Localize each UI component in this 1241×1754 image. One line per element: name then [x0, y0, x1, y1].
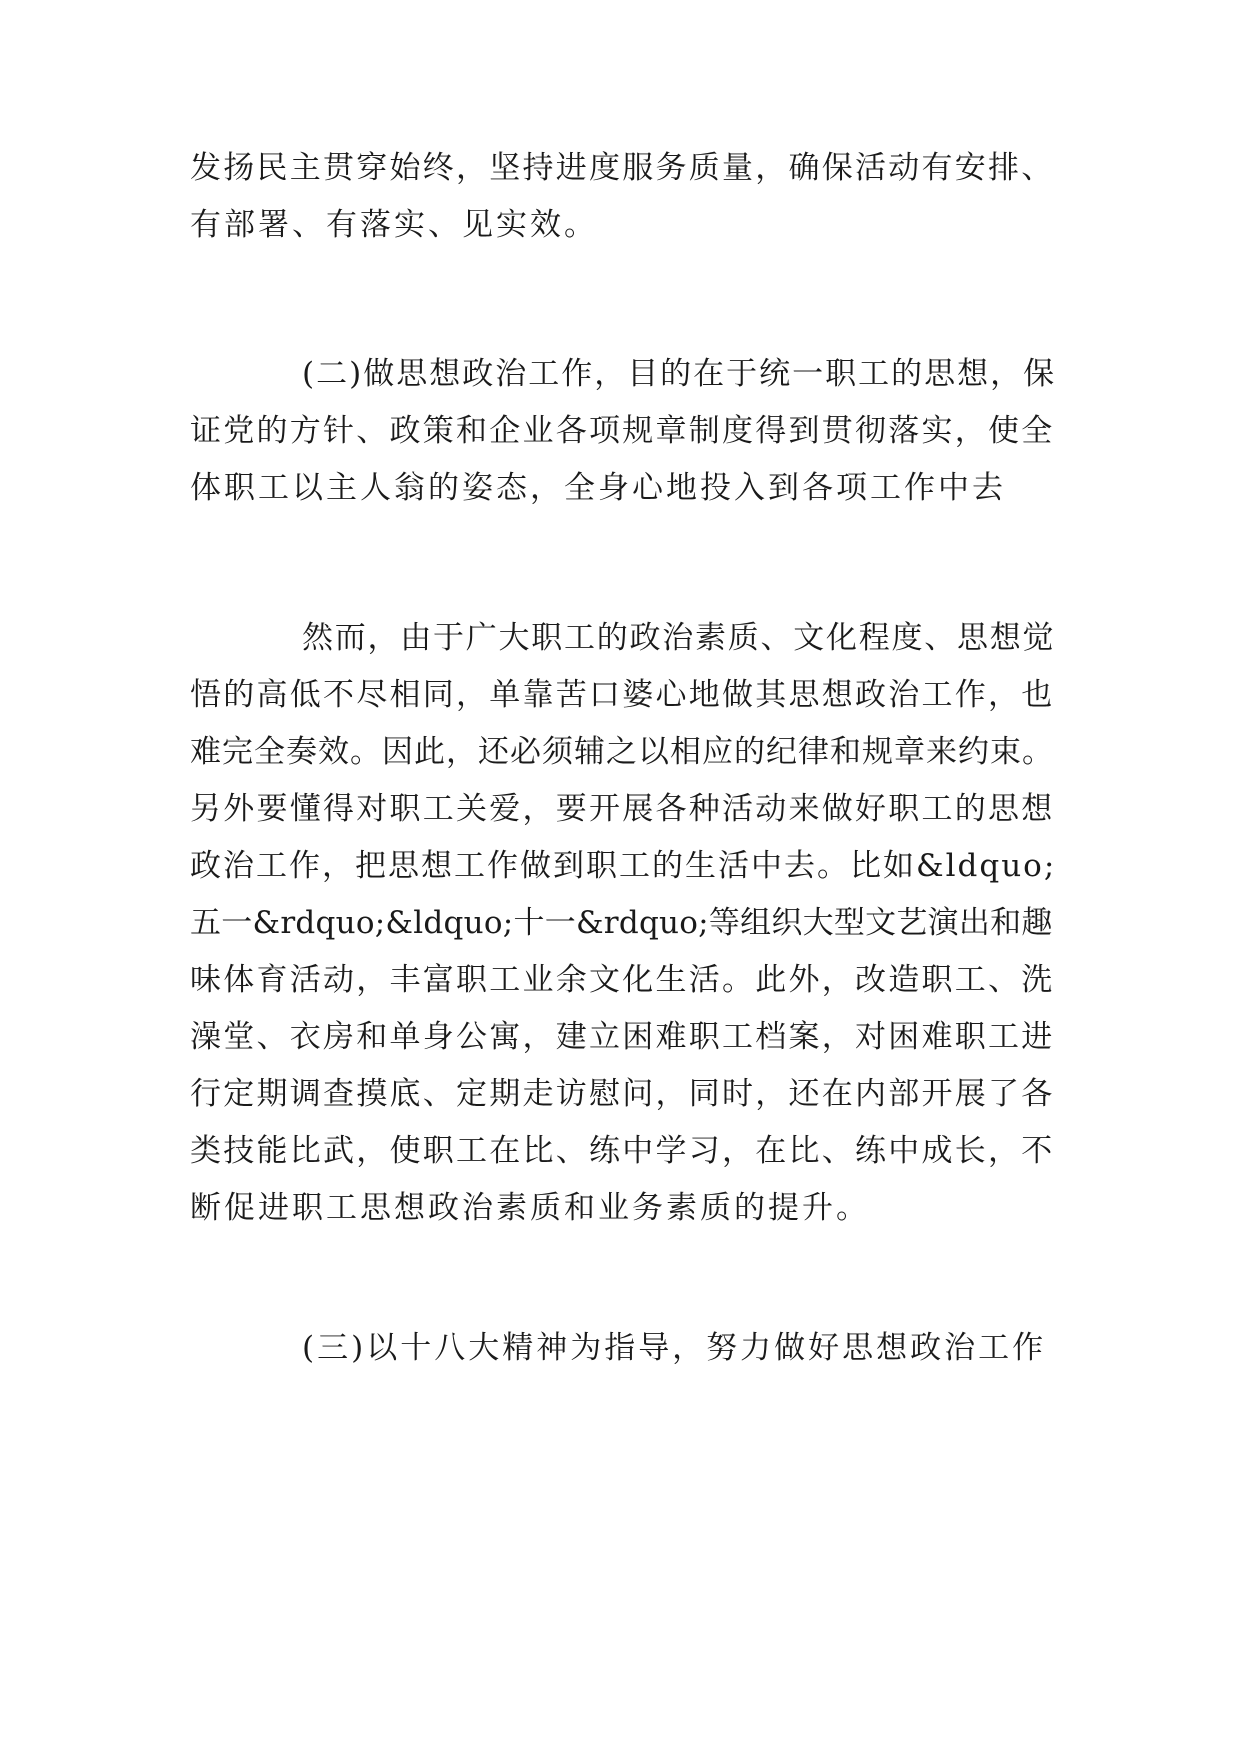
text-line: 味体育活动，丰富职工业余文化生活。此外，改造职工、洗 — [190, 962, 1055, 998]
paragraph-3 — [190, 610, 1060, 1237]
text-line: 澡堂、衣房和单身公寓，建立困难职工档案，对困难职工进 — [190, 1019, 1055, 1055]
text-line: 有部署、有落实、见实效。 — [190, 207, 598, 243]
text-line: 然而，由于广大职工的政治素质、文化程度、思想觉 — [302, 620, 1056, 656]
text-line: 悟的高低不尽相同，单靠苦口婆心地做其思想政治工作，也 — [190, 677, 1055, 713]
text-line: 发扬民主贯穿始终，坚持进度服务质量，确保活动有安排、 — [190, 150, 1055, 186]
text-line: (三)以十八大精神为指导，努力做好思想政治工作 — [302, 1330, 1047, 1366]
paragraph-1 — [190, 140, 1060, 254]
text-line: 政治工作，把思想工作做到职工的生活中去。比如&ldquo; — [190, 848, 1057, 884]
text-line: 断促进职工思想政治素质和业务素质的提升。 — [190, 1190, 870, 1226]
text-line: 类技能比武，使职工在比、练中学习，在比、练中成长，不 — [190, 1133, 1055, 1169]
text-line: 难完全奏效。因此，还必须辅之以相应的纪律和规章来约束。 — [190, 734, 1054, 770]
text-line: 体职工以主人翁的姿态，全身心地投入到各项工作中去 — [190, 470, 1006, 506]
text-line: (二)做思想政治工作，目的在于统一职工的思想，保 — [302, 356, 1057, 392]
text-line: 五一&rdquo;&ldquo;十一&rdquo;等组织大型文艺演出和趣 — [190, 905, 1053, 941]
paragraph-4 — [190, 1320, 1060, 1377]
text-line: 证党的方针、政策和企业各项规章制度得到贯彻落实，使全 — [190, 413, 1055, 449]
text-line: 另外要懂得对职工关爱，要开展各种活动来做好职工的思想 — [190, 791, 1055, 827]
paragraph-2 — [190, 346, 1060, 517]
text-line: 行定期调查摸底、定期走访慰问，同时，还在内部开展了各 — [190, 1076, 1055, 1112]
